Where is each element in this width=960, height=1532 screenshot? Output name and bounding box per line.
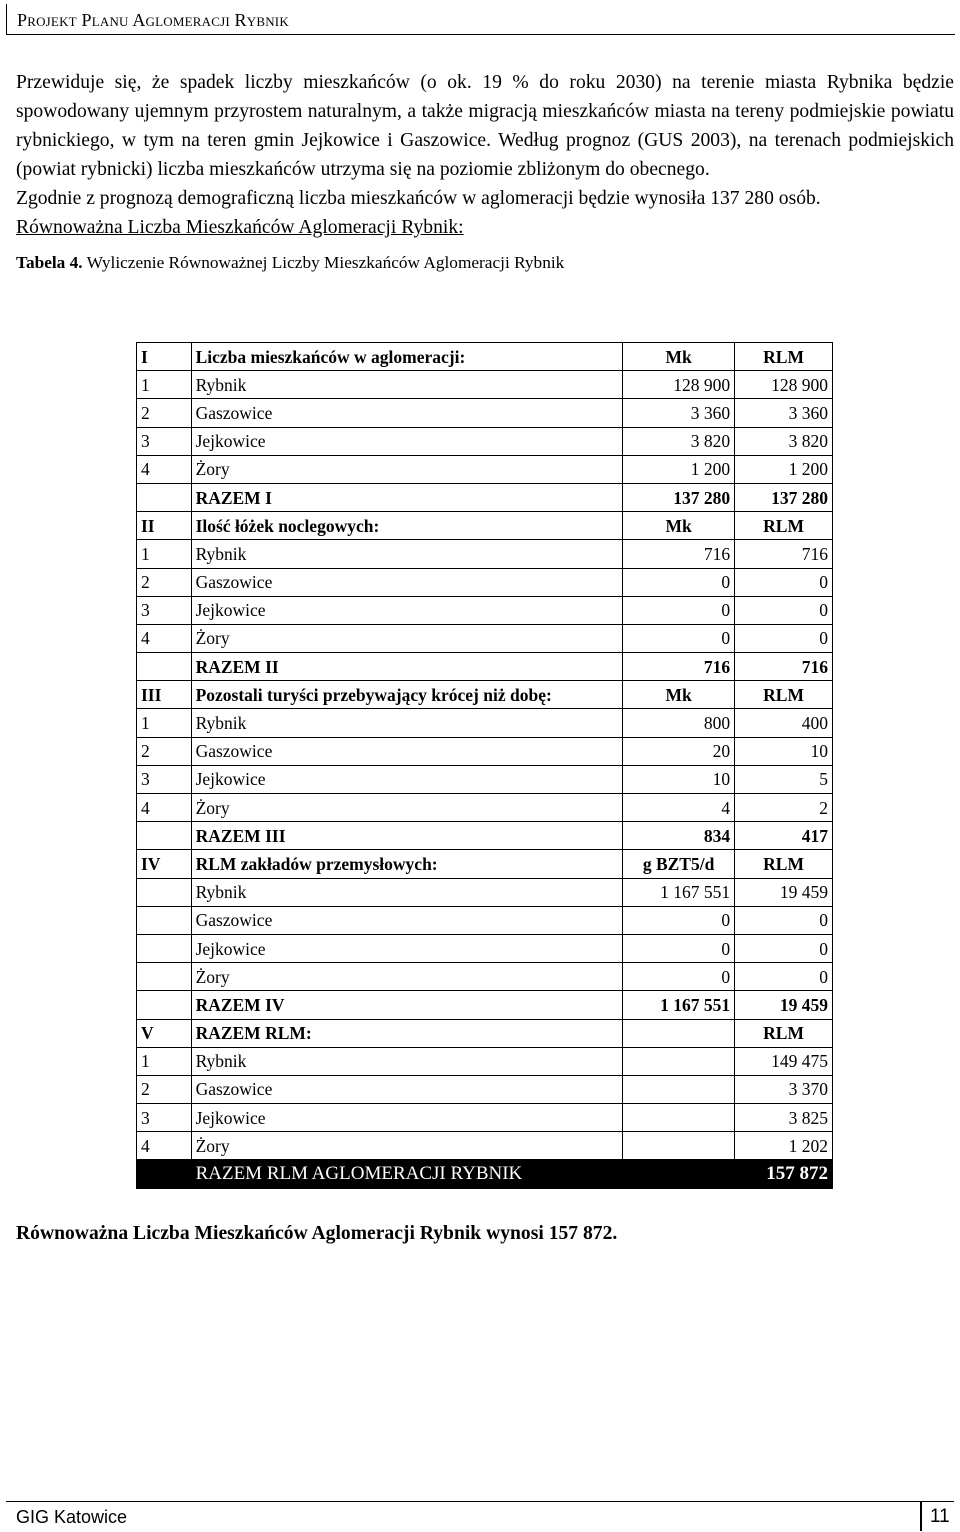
row-label-cell: Gaszowice [191, 399, 622, 427]
mk-value-cell: 3 820 [622, 427, 734, 455]
row-label-cell: Żory [191, 963, 622, 991]
row-number-cell [137, 906, 192, 934]
row-label-cell: RAZEM RLM: [191, 1019, 622, 1047]
table-section-row [137, 1019, 833, 1047]
row-number-cell [137, 934, 192, 962]
table-total-row [137, 483, 833, 511]
row-number-cell: 3 [137, 1104, 192, 1132]
row-label-cell: Jejkowice [191, 934, 622, 962]
mk-value-cell: 137 280 [622, 483, 734, 511]
row-number-cell: 1 [137, 371, 192, 399]
row-number-cell [137, 653, 192, 681]
rlm-value-cell: 3 370 [735, 1075, 833, 1103]
rlm-value-cell: RLM [735, 343, 833, 371]
row-number-cell: 4 [137, 455, 192, 483]
table-caption [16, 251, 954, 275]
table-row [137, 1104, 833, 1132]
table-row [137, 737, 833, 765]
row-label-cell: Pozostali turyści przebywający krócej niż dobę: [191, 681, 622, 709]
row-number-cell: 1 [137, 709, 192, 737]
rlm-value-cell: 3 360 [735, 399, 833, 427]
row-number-cell: 4 [137, 624, 192, 652]
row-number-cell: 3 [137, 765, 192, 793]
rlm-value-cell: 128 900 [735, 371, 833, 399]
row-label-cell: Rybnik [191, 1047, 622, 1075]
rlm-value-cell: 5 [735, 765, 833, 793]
row-label-cell: RAZEM III [191, 822, 622, 850]
rlm-value-cell: 716 [735, 653, 833, 681]
mk-value-cell: g BZT5/d [622, 850, 734, 878]
row-number-cell: I [137, 343, 192, 371]
mk-value-cell [622, 1047, 734, 1075]
row-label-cell: RLM zakładów przemysłowych: [191, 850, 622, 878]
rlm-value-cell: 3 820 [735, 427, 833, 455]
rlm-calculation-table [136, 342, 833, 1189]
mk-value-cell: 834 [622, 822, 734, 850]
rlm-value-cell: 10 [735, 737, 833, 765]
row-number-cell [137, 483, 192, 511]
rlm-value-cell: 400 [735, 709, 833, 737]
mk-value-cell [622, 1019, 734, 1047]
mk-value-cell: Mk [622, 343, 734, 371]
caption-text: Wyliczenie Równoważnej Liczby Mieszkańców Aglomeracji Rybnik [82, 253, 565, 272]
mk-value-cell: 716 [622, 540, 734, 568]
row-label-cell: Żory [191, 455, 622, 483]
mk-value-cell: 4 [622, 794, 734, 822]
rlm-value-cell: 0 [735, 934, 833, 962]
row-number-cell: IV [137, 850, 192, 878]
footer-divider [920, 1501, 922, 1531]
table-row [137, 455, 833, 483]
table-row [137, 624, 833, 652]
rlm-value-cell: 0 [735, 568, 833, 596]
rlm-value-cell: 1 202 [735, 1132, 833, 1160]
table-row [137, 878, 833, 906]
table-row [137, 568, 833, 596]
table-section-row [137, 343, 833, 371]
row-label-cell: RAZEM II [191, 653, 622, 681]
mk-value-cell: 1 167 551 [622, 991, 734, 1019]
body-text [16, 68, 954, 275]
rlm-value-cell: 1 200 [735, 455, 833, 483]
rlm-value-cell: 157 872 [735, 1160, 833, 1188]
footer-org: GIG Katowice [16, 1507, 128, 1527]
mk-value-cell: 800 [622, 709, 734, 737]
rlm-value-cell: RLM [735, 512, 833, 540]
row-label-cell: RAZEM RLM AGLOMERACJI RYBNIK [191, 1160, 622, 1188]
row-label-cell: Żory [191, 624, 622, 652]
table-row [137, 540, 833, 568]
mk-value-cell: 20 [622, 737, 734, 765]
row-label-cell: Liczba mieszkańców w aglomeracji: [191, 343, 622, 371]
table-row [137, 906, 833, 934]
row-number-cell [137, 963, 192, 991]
rlm-value-cell: RLM [735, 850, 833, 878]
mk-value-cell: 128 900 [622, 371, 734, 399]
section-heading: Równoważna Liczba Mieszkańców Aglomeracji Rybnik: [16, 217, 464, 238]
mk-value-cell: 0 [622, 568, 734, 596]
rlm-value-cell: 19 459 [735, 878, 833, 906]
caption-label: Tabela 4. [16, 253, 83, 272]
table-total-row [137, 991, 833, 1019]
rlm-value-cell: 0 [735, 596, 833, 624]
row-number-cell: 1 [137, 1047, 192, 1075]
row-number-cell: 3 [137, 596, 192, 624]
table-row [137, 371, 833, 399]
row-label-cell: Gaszowice [191, 568, 622, 596]
row-label-cell: Jejkowice [191, 427, 622, 455]
row-label-cell: Gaszowice [191, 1075, 622, 1103]
row-number-cell: 1 [137, 540, 192, 568]
table-row [137, 1047, 833, 1075]
row-label-cell: Jejkowice [191, 765, 622, 793]
table-row [137, 934, 833, 962]
rlm-value-cell: RLM [735, 1019, 833, 1047]
table-row [137, 794, 833, 822]
table-row [137, 399, 833, 427]
row-number-cell: 4 [137, 1132, 192, 1160]
table-body [137, 343, 833, 1189]
row-label-cell: RAZEM I [191, 483, 622, 511]
row-label-cell: Żory [191, 794, 622, 822]
row-number-cell [137, 822, 192, 850]
rlm-value-cell: 2 [735, 794, 833, 822]
mk-value-cell: 716 [622, 653, 734, 681]
row-number-cell: III [137, 681, 192, 709]
paragraph-prognosis: Zgodnie z prognozą demograficzną liczba mieszkańców w aglomeracji będzie wynosiła 137 280 osób. [16, 188, 821, 209]
table-total-row [137, 653, 833, 681]
row-number-cell [137, 878, 192, 906]
page-footer [6, 1501, 954, 1532]
row-label-cell: Rybnik [191, 878, 622, 906]
mk-value-cell: Mk [622, 681, 734, 709]
table-row [137, 963, 833, 991]
mk-value-cell: 0 [622, 906, 734, 934]
rlm-value-cell: RLM [735, 681, 833, 709]
row-label-cell: Rybnik [191, 540, 622, 568]
mk-value-cell: 0 [622, 624, 734, 652]
mk-value-cell: 0 [622, 596, 734, 624]
mk-value-cell: 3 360 [622, 399, 734, 427]
mk-value-cell: Mk [622, 512, 734, 540]
row-number-cell: 4 [137, 794, 192, 822]
mk-value-cell [622, 1132, 734, 1160]
row-number-cell: II [137, 512, 192, 540]
rlm-value-cell: 0 [735, 906, 833, 934]
row-label-cell: Gaszowice [191, 737, 622, 765]
row-label-cell: RAZEM IV [191, 991, 622, 1019]
row-number-cell: 2 [137, 737, 192, 765]
row-label-cell: Żory [191, 1132, 622, 1160]
rlm-value-cell: 716 [735, 540, 833, 568]
table-grand-total-row [137, 1160, 833, 1188]
mk-value-cell [622, 1104, 734, 1132]
table-row [137, 596, 833, 624]
rlm-value-cell: 0 [735, 624, 833, 652]
mk-value-cell: 10 [622, 765, 734, 793]
table-section-row [137, 681, 833, 709]
table-total-row [137, 822, 833, 850]
table-section-row [137, 850, 833, 878]
mk-value-cell: 0 [622, 934, 734, 962]
row-number-cell: 2 [137, 1075, 192, 1103]
row-number-cell [137, 1160, 192, 1188]
table-row [137, 427, 833, 455]
row-label-cell: Ilość łóżek noclegowych: [191, 512, 622, 540]
table-row [137, 1075, 833, 1103]
row-number-cell: 2 [137, 399, 192, 427]
table-row [137, 765, 833, 793]
row-number-cell [137, 991, 192, 1019]
rlm-value-cell: 19 459 [735, 991, 833, 1019]
row-label-cell: Gaszowice [191, 906, 622, 934]
rlm-value-cell: 0 [735, 963, 833, 991]
header-title: Projekt Planu Aglomeracji Rybnik [17, 10, 289, 30]
row-number-cell: V [137, 1019, 192, 1047]
table-section-row [137, 512, 833, 540]
rlm-value-cell: 149 475 [735, 1047, 833, 1075]
rlm-value-cell: 417 [735, 822, 833, 850]
mk-value-cell: 0 [622, 963, 734, 991]
row-number-cell: 2 [137, 568, 192, 596]
table-row [137, 1132, 833, 1160]
row-label-cell: Jejkowice [191, 596, 622, 624]
rlm-value-cell: 3 825 [735, 1104, 833, 1132]
page-number: 11 [930, 1506, 950, 1527]
conclusion-text: Równoważna Liczba Mieszkańców Aglomeracji Rybnik wynosi 157 872. [16, 1223, 618, 1244]
row-label-cell: Jejkowice [191, 1104, 622, 1132]
page-header [6, 4, 955, 35]
rlm-value-cell: 137 280 [735, 483, 833, 511]
mk-value-cell: 1 167 551 [622, 878, 734, 906]
row-label-cell: Rybnik [191, 709, 622, 737]
row-label-cell: Rybnik [191, 371, 622, 399]
paragraph-forecast: Przewiduje się, że spadek liczby mieszkańców (o ok. 19 % do roku 2030) na terenie miasta Rybnika będzie spowodowany ujemnym przyrostem naturalnym, a także migracją mieszkańców miasta na tereny podmiejskie powiatu rybnickiego, w tym na teren gmin Jejkowice i Gaszowice. Według prognoz (GUS 2003), na terenach podmiejskich (powiat rybnicki) liczba mieszkańców utrzyma się na poziomie zbliżonym do obecnego. [16, 72, 954, 180]
row-number-cell: 3 [137, 427, 192, 455]
mk-value-cell: 1 200 [622, 455, 734, 483]
table-row [137, 709, 833, 737]
mk-value-cell [622, 1075, 734, 1103]
mk-value-cell [622, 1160, 734, 1188]
